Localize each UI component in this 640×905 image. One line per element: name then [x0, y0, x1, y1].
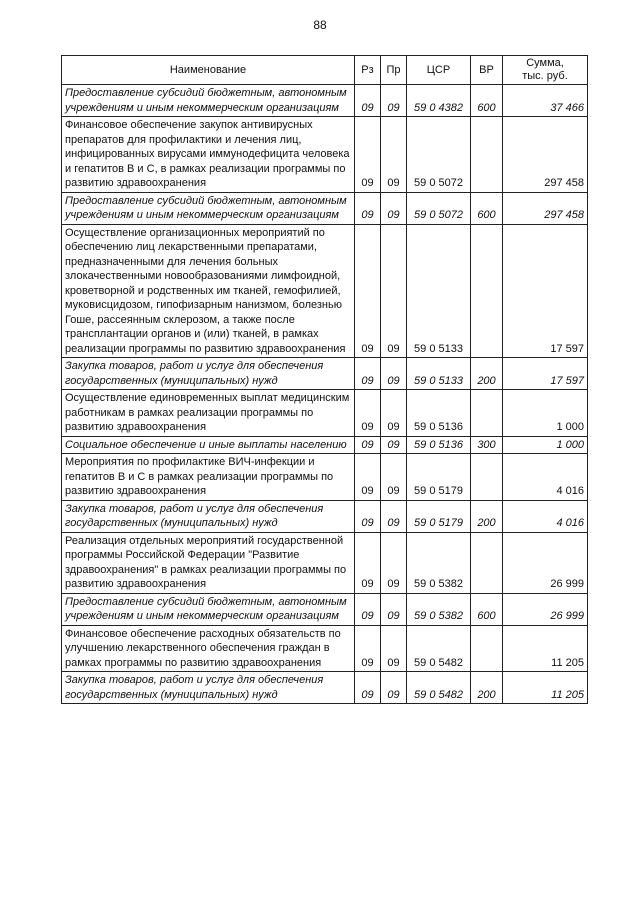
table-row — [62, 85, 588, 117]
cell-name: Предоставление субсидий бюджетным, автономным учреждениям и иным некоммерческим организациям — [62, 593, 355, 625]
table-row — [62, 454, 588, 501]
cell-sum: 11 205 — [503, 625, 588, 672]
cell-csr: 59 0 5482 — [407, 625, 471, 672]
cell-name: Осуществление организационных мероприятий по обеспечению лиц лекарственными препаратами, предназначенными для лечения больных злокачественными новообразованиями лимфоидной, кроветворной и родственных им тканей, гемофилией, муковисцидозом, гипофизарным нанизмом, болезнью Гоше, рассеянным склерозом, а также после трансплантации органов и (или) тканей, в рамках реализации программы по развитию здравоохранения — [62, 224, 355, 358]
cell-vr: 600 — [471, 85, 503, 117]
table-row — [62, 500, 588, 532]
cell-name: Осуществление единовременных выплат медицинским работникам в рамках реализации программы по развитию здравоохранения — [62, 390, 355, 437]
cell-rz: 09 — [355, 358, 381, 390]
cell-vr — [471, 625, 503, 672]
cell-pr: 09 — [381, 224, 407, 358]
cell-pr: 09 — [381, 117, 407, 193]
table-row — [62, 532, 588, 593]
cell-vr — [471, 224, 503, 358]
header-sum — [503, 56, 588, 85]
cell-name: Закупка товаров, работ и услуг для обеспечения государственных (муниципальных) нужд — [62, 500, 355, 532]
cell-csr: 59 0 5482 — [407, 672, 471, 704]
cell-vr: 300 — [471, 436, 503, 454]
cell-pr: 09 — [381, 358, 407, 390]
cell-pr: 09 — [381, 593, 407, 625]
cell-sum: 17 597 — [503, 358, 588, 390]
cell-rz: 09 — [355, 672, 381, 704]
cell-rz: 09 — [355, 500, 381, 532]
cell-pr: 09 — [381, 192, 407, 224]
cell-rz: 09 — [355, 436, 381, 454]
table-row — [62, 117, 588, 193]
table-row — [62, 358, 588, 390]
cell-vr — [471, 532, 503, 593]
budget-table — [61, 55, 588, 704]
cell-csr: 59 0 5136 — [407, 436, 471, 454]
cell-pr: 09 — [381, 532, 407, 593]
cell-name: Финансовое обеспечение расходных обязательств по улучшению лекарственного обеспечения граждан в рамках программы по развитию здравоохранения — [62, 625, 355, 672]
header-sum-line1: Сумма, — [526, 57, 564, 69]
cell-rz: 09 — [355, 390, 381, 437]
table-body — [62, 85, 588, 704]
cell-pr: 09 — [381, 500, 407, 532]
cell-csr: 59 0 5133 — [407, 224, 471, 358]
table-row — [62, 672, 588, 704]
cell-sum: 26 999 — [503, 593, 588, 625]
cell-name: Закупка товаров, работ и услуг для обеспечения государственных (муниципальных) нужд — [62, 672, 355, 704]
cell-csr: 59 0 5179 — [407, 454, 471, 501]
cell-pr: 09 — [381, 454, 407, 501]
table-row — [62, 224, 588, 358]
table-row — [62, 192, 588, 224]
cell-csr: 59 0 5382 — [407, 593, 471, 625]
header-rz: Рз — [355, 56, 381, 85]
cell-csr: 59 0 5072 — [407, 117, 471, 193]
cell-pr: 09 — [381, 672, 407, 704]
cell-pr: 09 — [381, 390, 407, 437]
page-number: 88 — [313, 18, 327, 32]
table-row — [62, 390, 588, 437]
cell-rz: 09 — [355, 192, 381, 224]
header-vr: ВР — [471, 56, 503, 85]
cell-csr: 59 0 5072 — [407, 192, 471, 224]
table-row — [62, 625, 588, 672]
cell-sum: 11 205 — [503, 672, 588, 704]
cell-sum: 297 458 — [503, 192, 588, 224]
cell-sum: 1 000 — [503, 390, 588, 437]
header-csr: ЦСР — [407, 56, 471, 85]
cell-csr: 59 0 5136 — [407, 390, 471, 437]
cell-sum: 4 016 — [503, 454, 588, 501]
cell-rz: 09 — [355, 593, 381, 625]
cell-name: Социальное обеспечение и иные выплаты населению — [62, 436, 355, 454]
header-name: Наименование — [62, 56, 355, 85]
cell-sum: 17 597 — [503, 224, 588, 358]
cell-name: Реализация отдельных мероприятий государственной программы Российской Федерации "Развитие здравоохранения" в рамках реализации программы по развитию здравоохранения — [62, 532, 355, 593]
cell-name: Мероприятия по профилактике ВИЧ-инфекции и гепатитов В и С в рамках реализации программы по развитию здравоохранения — [62, 454, 355, 501]
cell-vr: 200 — [471, 358, 503, 390]
cell-name: Предоставление субсидий бюджетным, автономным учреждениям и иным некоммерческим организациям — [62, 85, 355, 117]
cell-rz: 09 — [355, 85, 381, 117]
cell-vr: 200 — [471, 672, 503, 704]
cell-vr — [471, 390, 503, 437]
cell-csr: 59 0 5382 — [407, 532, 471, 593]
cell-sum: 1 000 — [503, 436, 588, 454]
cell-sum: 26 999 — [503, 532, 588, 593]
cell-rz: 09 — [355, 224, 381, 358]
table-row — [62, 436, 588, 454]
cell-name: Предоставление субсидий бюджетным, автономным учреждениям и иным некоммерческим организациям — [62, 192, 355, 224]
header-pr: Пр — [381, 56, 407, 85]
table-header — [62, 56, 588, 85]
cell-rz: 09 — [355, 532, 381, 593]
cell-csr: 59 0 5179 — [407, 500, 471, 532]
cell-rz: 09 — [355, 117, 381, 193]
table-row — [62, 593, 588, 625]
cell-csr: 59 0 4382 — [407, 85, 471, 117]
cell-vr: 200 — [471, 500, 503, 532]
cell-rz: 09 — [355, 625, 381, 672]
cell-sum: 4 016 — [503, 500, 588, 532]
cell-pr: 09 — [381, 85, 407, 117]
cell-name: Закупка товаров, работ и услуг для обеспечения государственных (муниципальных) нужд — [62, 358, 355, 390]
header-row — [62, 56, 588, 85]
cell-vr — [471, 117, 503, 193]
cell-name: Финансовое обеспечение закупок антивирусных препаратов для профилактики и лечения лиц, инфицированных вирусами иммунодефицита человека и гепатитов В и С, в рамках реализации программы по развитию здравоохранения — [62, 117, 355, 193]
cell-csr: 59 0 5133 — [407, 358, 471, 390]
cell-sum: 297 458 — [503, 117, 588, 193]
cell-sum: 37 466 — [503, 85, 588, 117]
cell-pr: 09 — [381, 625, 407, 672]
cell-pr: 09 — [381, 436, 407, 454]
cell-rz: 09 — [355, 454, 381, 501]
header-sum-line2: тыс. руб. — [522, 70, 568, 82]
cell-vr: 600 — [471, 593, 503, 625]
cell-vr — [471, 454, 503, 501]
cell-vr: 600 — [471, 192, 503, 224]
